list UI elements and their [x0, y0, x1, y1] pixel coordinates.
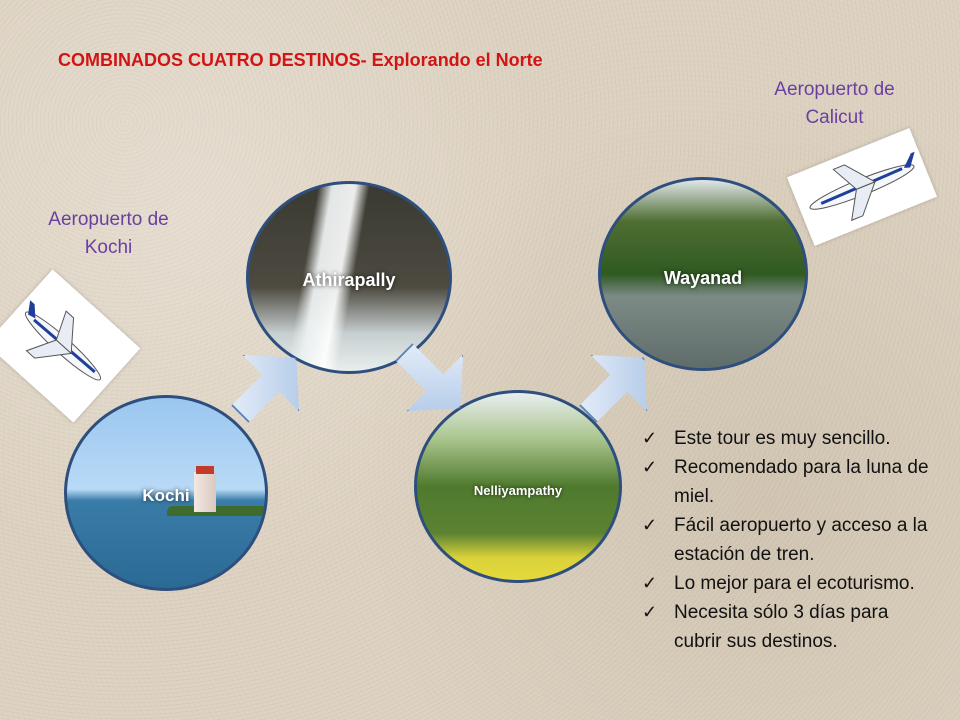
note-text: Lo mejor para el ecoturismo.	[674, 573, 915, 594]
airplane-icon	[787, 128, 937, 246]
destination-label: Kochi	[142, 486, 190, 505]
destination-label: Wayanad	[663, 268, 743, 288]
destination-wayanad	[598, 177, 808, 371]
list-item	[640, 424, 940, 453]
destination-kochi	[64, 395, 268, 591]
airplane-icon	[0, 269, 140, 422]
list-item	[640, 598, 940, 656]
check-icon: ✓	[642, 457, 658, 477]
check-icon: ✓	[642, 602, 658, 622]
check-icon: ✓	[642, 573, 658, 593]
note-text: Este tour es muy sencillo.	[674, 428, 891, 449]
list-item	[640, 569, 940, 598]
list-item	[640, 453, 940, 511]
destination-label: Nelliyampathy	[473, 483, 563, 498]
slide-title: COMBINADOS CUATRO DESTINOS- Explorando el Norte	[58, 50, 543, 70]
note-text: Fácil aeropuerto y acceso a la estación de tren.	[674, 515, 928, 565]
check-icon: ✓	[642, 515, 658, 535]
note-text: Recomendado para la luna de miel.	[674, 457, 929, 507]
notes-list	[640, 424, 940, 656]
destination-athirapally	[246, 181, 452, 374]
calicut-airport-label: Aeropuerto de Calicut	[774, 79, 895, 128]
list-item	[640, 511, 940, 569]
note-text: Necesita sólo 3 días para cubrir sus destinos.	[674, 602, 889, 652]
shoreline-shape	[167, 506, 268, 516]
destination-nelliyampathy	[414, 390, 622, 583]
kochi-airport-label: Aeropuerto de Kochi	[48, 209, 169, 258]
destination-label: Athirapally	[302, 270, 396, 290]
check-icon: ✓	[642, 428, 658, 448]
